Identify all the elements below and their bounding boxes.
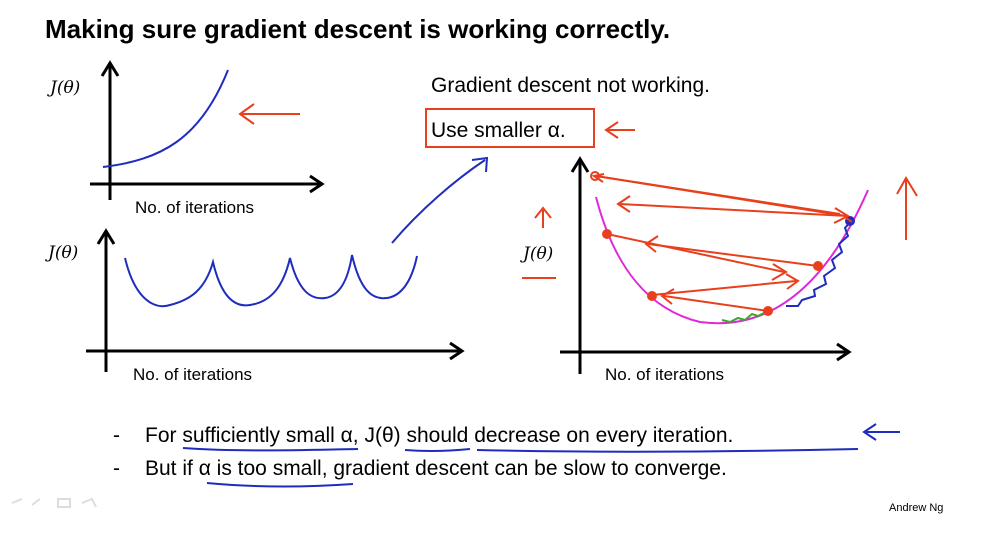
bullet-dash-1: - [113, 424, 120, 447]
right-x-label: No. of iterations [605, 365, 725, 384]
bullet-text-1: For sufficiently small α, J(θ) should decrease on every iteration. [145, 424, 734, 447]
bullet-blue-arrow [864, 424, 900, 440]
bullet-underlines [183, 448, 858, 487]
slide-title: Making sure gradient descent is working correctly. [45, 14, 671, 44]
top-left-axes [90, 63, 322, 200]
right-axes [560, 159, 849, 374]
iter-point-4 [602, 229, 612, 239]
iter-point-1 [763, 306, 773, 316]
top-left-x-label: No. of iterations [135, 198, 255, 217]
bullet-text-2: But if α is too small, gradient descent can be slow to converge. [145, 457, 727, 480]
right-y-label-red-marks [522, 208, 556, 278]
bottom-left-axes [86, 231, 462, 372]
top-left-y-label: J(θ) [50, 78, 81, 98]
use-smaller-box [426, 109, 594, 147]
author-credit: Andrew Ng [889, 502, 944, 514]
player-controls [12, 499, 96, 507]
bottom-left-x-label: No. of iterations [133, 365, 253, 384]
blue-hand-arrow [392, 158, 487, 243]
oscillating-cost-curve [125, 255, 417, 306]
bottom-left-y-label: J(θ) [48, 243, 79, 263]
increasing-cost-curve [103, 70, 228, 167]
right-y-label: J(θ) [523, 244, 554, 264]
top-left-red-arrow [240, 104, 300, 124]
use-smaller-red-arrow [606, 122, 635, 138]
iter-point-3 [813, 261, 823, 271]
iter-point-2 [647, 291, 657, 301]
use-smaller-note: Use smaller α. [431, 119, 566, 142]
right-side-red-up-arrow [897, 178, 917, 240]
not-working-note: Gradient descent not working. [431, 74, 710, 97]
green-converging-path [722, 312, 766, 322]
bullet-dash-2: - [113, 457, 120, 480]
